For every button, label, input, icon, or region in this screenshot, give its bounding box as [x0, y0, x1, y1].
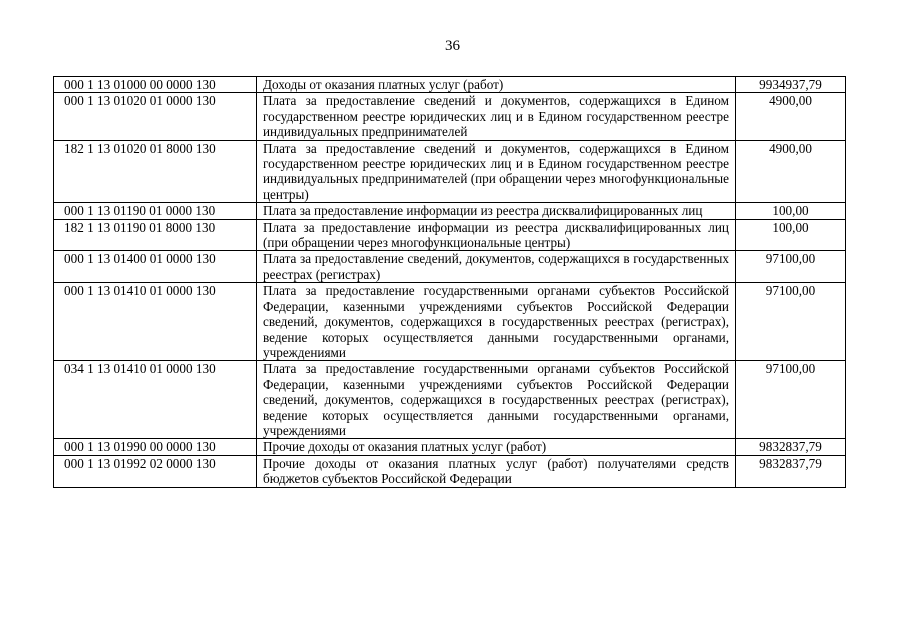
budget-code-cell: 000 1 13 01190 01 0000 130: [54, 203, 257, 219]
revenue-name-cell: Плата за предоставление сведений и документов, содержащихся в Едином государственном реестре юридических лиц и в Едином государственном реестре индивидуальных предпринимателей (при обращении через многофункциональные центры): [257, 140, 736, 203]
amount-cell: 97100,00: [736, 251, 846, 283]
amount-cell: 4900,00: [736, 93, 846, 140]
revenue-name-cell: Плата за предоставление сведений и документов, содержащихся в Едином государственном реестре юридических лиц и в Едином государственном реестре индивидуальных предпринимателей: [257, 93, 736, 140]
revenue-name-cell: Плата за предоставление сведений, документов, содержащихся в государственных реестрах (регистрах): [257, 251, 736, 283]
table-row: [54, 439, 846, 455]
budget-code-cell: 000 1 13 01400 01 0000 130: [54, 251, 257, 283]
revenue-table: [53, 76, 846, 488]
revenue-name-cell: Доходы от оказания платных услуг (работ): [257, 77, 736, 93]
table-row: [54, 283, 846, 361]
revenue-name-cell: Плата за предоставление государственными органами субъектов Российской Федерации, казенными учреждениями субъектов Российской Федерации сведений, документов, содержащихся в государственных реестрах (регистрах), ведение которых осуществляется данными государственными органами, учреждениями: [257, 361, 736, 439]
table-row: [54, 203, 846, 219]
amount-cell: 97100,00: [736, 361, 846, 439]
revenue-name-cell: Плата за предоставление информации из реестра дисквалифицированных лиц: [257, 203, 736, 219]
table-row: [54, 219, 846, 251]
amount-cell: 9934937,79: [736, 77, 846, 93]
amount-cell: 9832837,79: [736, 455, 846, 487]
amount-cell: 97100,00: [736, 283, 846, 361]
table-row: [54, 455, 846, 487]
budget-code-cell: 000 1 13 01020 01 0000 130: [54, 93, 257, 140]
revenue-name-cell: Прочие доходы от оказания платных услуг (работ): [257, 439, 736, 455]
table-row: [54, 361, 846, 439]
amount-cell: 100,00: [736, 203, 846, 219]
page-number: 36: [445, 38, 460, 54]
amount-cell: 4900,00: [736, 140, 846, 203]
budget-code-cell: 000 1 13 01990 00 0000 130: [54, 439, 257, 455]
budget-code-cell: 034 1 13 01410 01 0000 130: [54, 361, 257, 439]
amount-cell: 100,00: [736, 219, 846, 251]
revenue-name-cell: Прочие доходы от оказания платных услуг (работ) получателями средств бюджетов субъектов Российской Федерации: [257, 455, 736, 487]
budget-code-cell: 000 1 13 01000 00 0000 130: [54, 77, 257, 93]
table-row: [54, 93, 846, 140]
budget-code-cell: 182 1 13 01190 01 8000 130: [54, 219, 257, 251]
budget-code-cell: 000 1 13 01992 02 0000 130: [54, 455, 257, 487]
table-row: [54, 251, 846, 283]
revenue-name-cell: Плата за предоставление информации из реестра дисквалифицированных лиц (при обращении через многофункциональные центры): [257, 219, 736, 251]
amount-cell: 9832837,79: [736, 439, 846, 455]
budget-code-cell: 000 1 13 01410 01 0000 130: [54, 283, 257, 361]
table-row: [54, 77, 846, 93]
budget-code-cell: 182 1 13 01020 01 8000 130: [54, 140, 257, 203]
revenue-name-cell: Плата за предоставление государственными органами субъектов Российской Федерации, казенными учреждениями субъектов Российской Федерации сведений, документов, содержащихся в государственных реестрах (регистрах), ведение которых осуществляется данными государственными органами, учреждениями: [257, 283, 736, 361]
table-row: [54, 140, 846, 203]
